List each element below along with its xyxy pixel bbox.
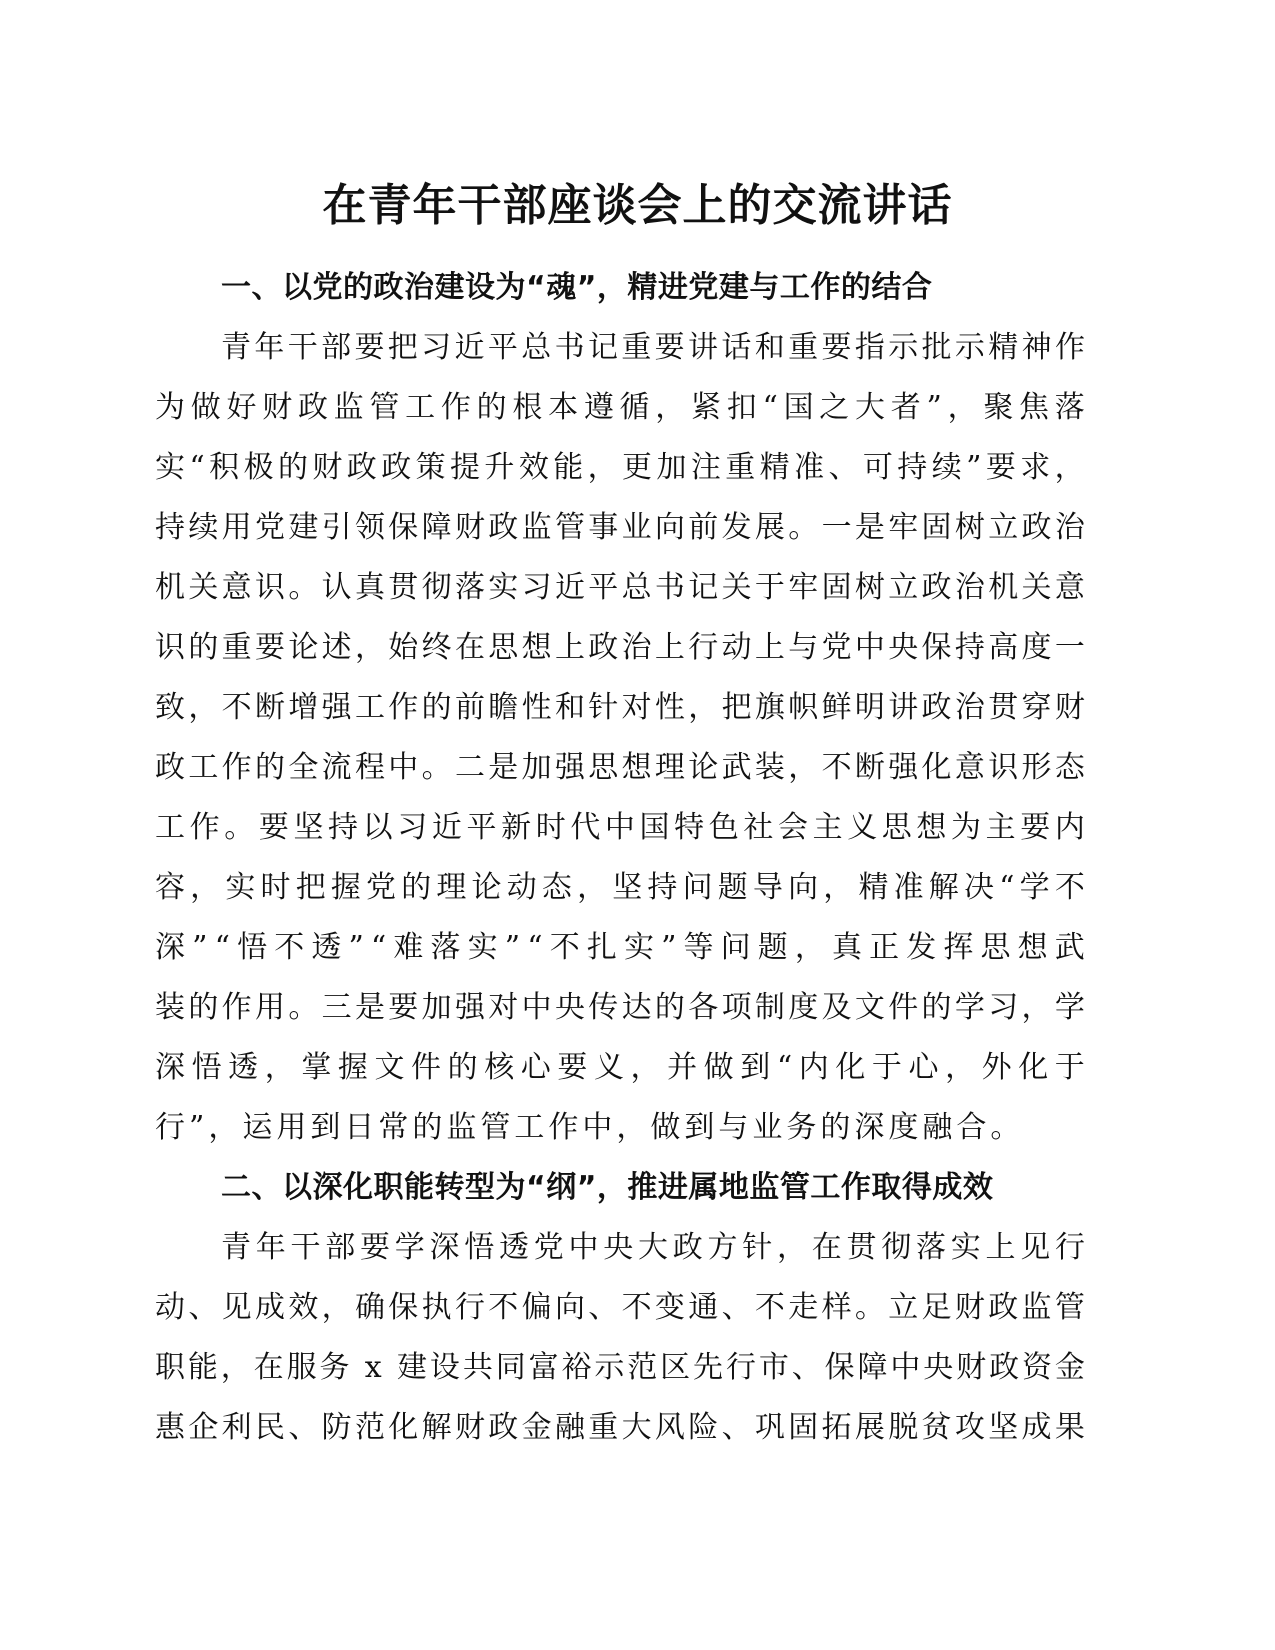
paragraph-line: 青 年 干 部 要 把 习 近 平 总 书 记 重 要 讲 话 和 重 要 指 示 批 示 精 神 作	[221, 330, 1085, 365]
paragraph-line: 容 ， 实 时 把 握 党 的 理 论 动 态 ， 坚 持 问 题 导 向 ， 精 准 解 决 “ 学 不	[155, 870, 1085, 905]
paragraph-line: 动 、 见 成 效 ， 确 保 执 行 不 偏 向 、 不 变 通 、 不 走 样 。 立 足 财 政 监 管	[155, 1290, 1085, 1325]
paragraph-line: 装 的 作 用 。 三 是 要 加 强 对 中 央 传 达 的 各 项 制 度 及 文 件 的 学 习 ， 学	[155, 990, 1085, 1025]
document-body	[155, 258, 1085, 1458]
paragraph-line: 持 续 用 党 建 引 领 保 障 财 政 监 管 事 业 向 前 发 展 。 一 是 牢 固 树 立 政 治	[155, 510, 1085, 545]
section-heading-2: 二、以深化职能转型为“纲”，推进属地监管工作取得成效	[221, 1170, 994, 1205]
paragraph-line: 工 作 。 要 坚 持 以 习 近 平 新 时 代 中 国 特 色 社 会 主 义 思 想 为 主 要 内	[155, 810, 1085, 845]
section-heading-1: 一、以党的政治建设为“魂”，精进党建与工作的结合	[221, 270, 933, 305]
paragraph-line: 实 “ 积 极 的 财 政 政 策 提 升 效 能 ， 更 加 注 重 精 准 、 可 持 续 ” 要 求 ，	[155, 450, 1085, 485]
paragraph-line-last: 行”，运用到日常的监管工作中，做到与业务的深度融合。	[155, 1110, 1025, 1145]
paragraph-line: 为 做 好 财 政 监 管 工 作 的 根 本 遵 循 ， 紧 扣 “ 国 之 大 者 ” ， 聚 焦 落	[155, 390, 1085, 425]
paragraph-line: 政 工 作 的 全 流 程 中 。 二 是 加 强 思 想 理 论 武 装 ， 不 断 强 化 意 识 形 态	[155, 750, 1085, 785]
document-title: 在青年干部座谈会上的交流讲话	[322, 180, 953, 231]
paragraph-line: 机 关 意 识 。 认 真 贯 彻 落 实 习 近 平 总 书 记 关 于 牢 固 树 立 政 治 机 关 意	[155, 570, 1085, 605]
paragraph-line: 惠 企 利 民 、 防 范 化 解 财 政 金 融 重 大 风 险 、 巩 固 拓 展 脱 贫 攻 坚 成 果	[155, 1410, 1085, 1445]
paragraph-line: 致 ， 不 断 增 强 工 作 的 前 瞻 性 和 针 对 性 ， 把 旗 帜 鲜 明 讲 政 治 贯 穿 财	[155, 690, 1085, 725]
paragraph-line: 青 年 干 部 要 学 深 悟 透 党 中 央 大 政 方 针 ， 在 贯 彻 落 实 上 见 行	[221, 1230, 1085, 1265]
paragraph-line: 深 ” “ 悟 不 透 ” “ 难 落 实 ” “ 不 扎 实 ” 等 问 题 ， 真 正 发 挥 思 想 武	[155, 930, 1085, 965]
paragraph-line: 职 能 ， 在 服 务 x 建 设 共 同 富 裕 示 范 区 先 行 市 、 保 障 中 央 财 政 资 金	[155, 1350, 1085, 1385]
paragraph-line: 深 悟 透 ， 掌 握 文 件 的 核 心 要 义 ， 并 做 到 “ 内 化 于 心 ， 外 化 于	[155, 1050, 1085, 1085]
paragraph-line: 识 的 重 要 论 述 ， 始 终 在 思 想 上 政 治 上 行 动 上 与 党 中 央 保 持 高 度 一	[155, 630, 1085, 665]
